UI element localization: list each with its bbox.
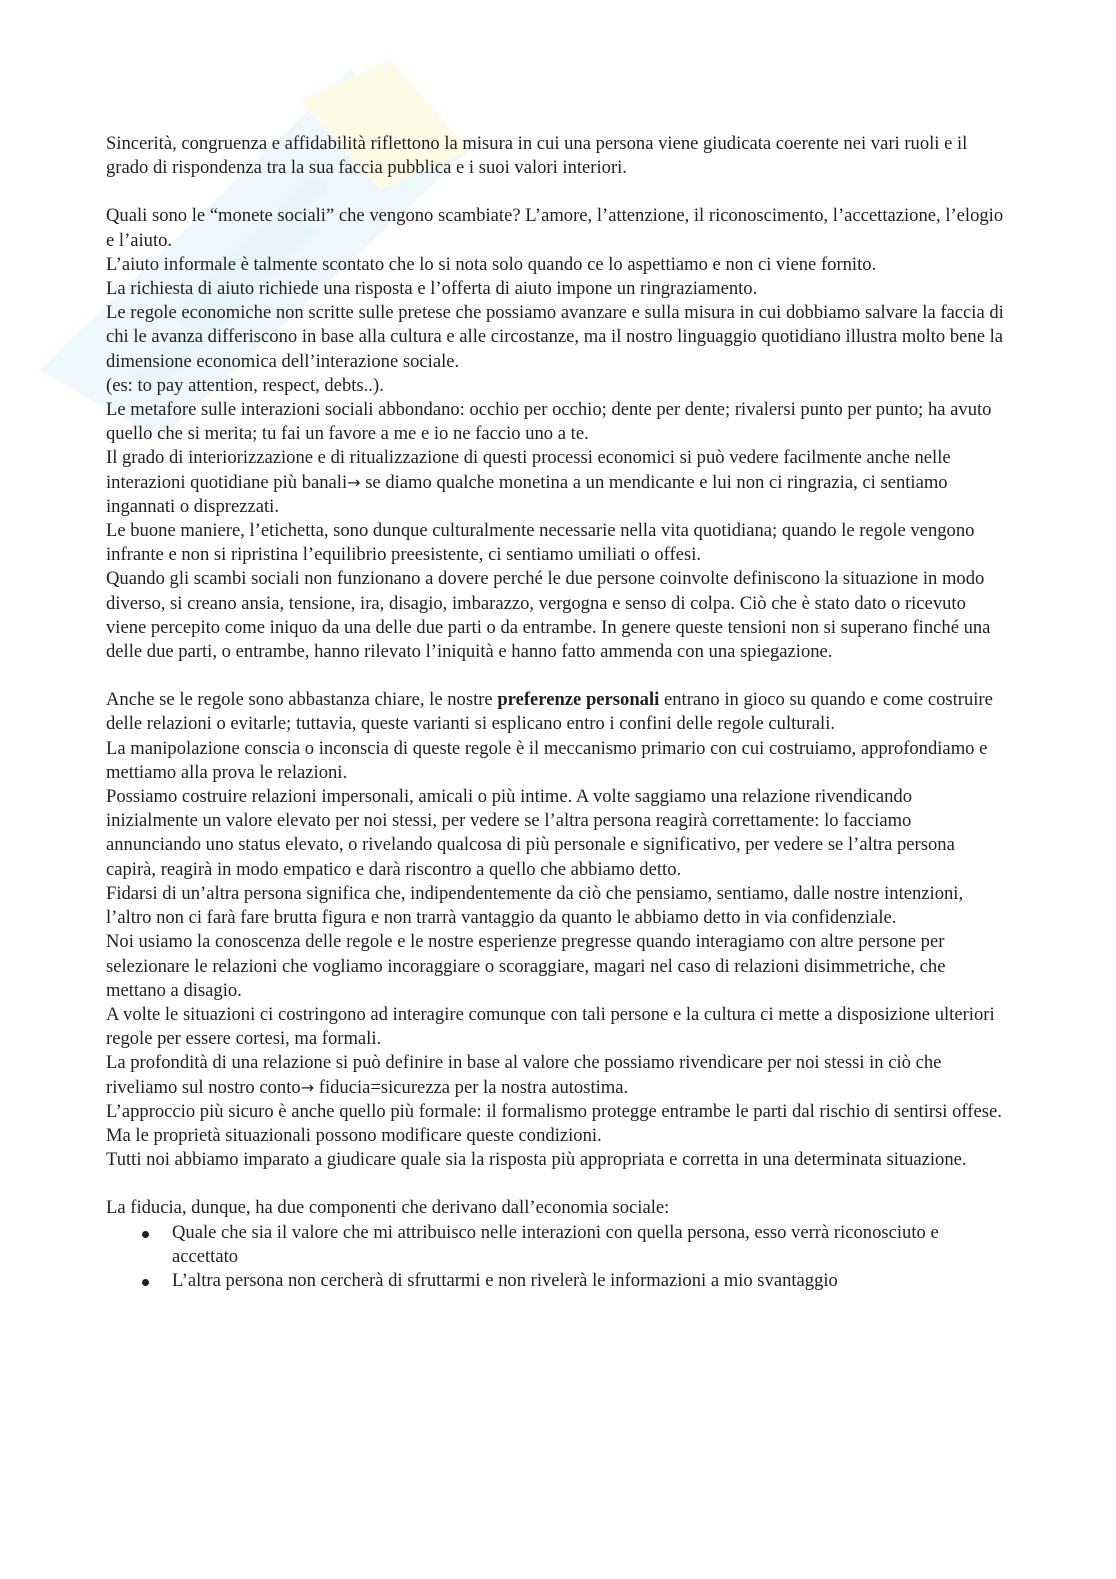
- paragraph-interiorizzazione: [106, 446, 1006, 519]
- text-segment: se diamo qualche monetina a un mendicante e lui non ci ringrazia, ci sentiamo ingannati o disprezzati.: [106, 471, 948, 517]
- paragraph-approccio-formale: L’approccio più sicuro è anche quello più formale: il formalismo protegge entrambe le parti dal rischio di sentirsi offese. Ma le proprietà situazionali possono modificare queste condizioni.: [106, 1100, 1002, 1146]
- text-segment: Il grado di interiorizzazione e di ritualizzazione di questi processi economici si può vedere facilmente anche nelle interazioni quotidiane più banali: [106, 447, 951, 493]
- paragraph-profondita: [106, 1051, 1006, 1099]
- document-body: [106, 132, 1006, 1293]
- text-segment: fiducia=sicurezza per la nostra autostima.: [314, 1076, 629, 1098]
- bold-term: preferenze personali: [497, 689, 660, 711]
- paragraph-gap: [106, 180, 1006, 204]
- list-item-text: Quale che sia il valore che mi attribuisco nelle interazioni con quella persona, esso verrà riconosciuto e accettato: [172, 1221, 939, 1267]
- paragraph-regole-economiche: Le regole economiche non scritte sulle pretese che possiamo avanzare e sulla misura in cui dobbiamo salvare la faccia di chi le avanza differiscono in base alla cultura e alle circostanze, ma il nostro linguaggio quotidiano illustra molto bene la dimensione economica dell’interazione sociale.: [106, 302, 1004, 372]
- paragraph-relazioni: Possiamo costruire relazioni impersonali, amicali o più intime. A volte saggiamo una relazione rivendicando inizialmente un valore elevato per noi stessi, per vedere se l’altra persona reagirà correttamente: lo facciamo annunciando uno status elevato, o rivelando qualcosa di più personale e significativo, per vedere se l’altra persona capirà, reagirà in modo empatico e darà riscontro a quello che abbiamo detto.: [106, 786, 955, 880]
- paragraph-sincerita: Sincerità, congruenza e affidabilità riflettono la misura in cui una persona viene giudicata coerente nei vari ruoli e il grado di rispondenza tra la sua faccia pubblica e i suoi valori interiori.: [106, 133, 968, 179]
- paragraph-scambi-sociali: Quando gli scambi sociali non funzionano a dovere perché le due persone coinvolte definiscono la situazione in modo diverso, si creano ansia, tensione, ira, disagio, imbarazzo, vergogna e senso di colpa. Ciò che è stato dato o ricevuto viene percepito come iniquo da una delle due parti o da entrambe. In genere queste tensioni non si superano finché una delle due parti, o entrambe, hanno rilevato l’iniquità e hanno fatto ammenda con una spiegazione.: [106, 568, 991, 663]
- bullet-icon: [142, 1279, 149, 1286]
- paragraph-aiuto-informale: L’aiuto informale è talmente scontato che lo si nota solo quando ce lo aspettiamo e non ci viene fornito.: [106, 253, 877, 275]
- paragraph-esempi: (es: to pay attention, respect, debts..).: [106, 374, 384, 396]
- paragraph-monete-sociali: Quali sono le “monete sociali” che vengono scambiate? L’amore, l’attenzione, il riconoscimento, l’accettazione, l’elogio e l’aiuto.: [106, 205, 1004, 251]
- paragraph-metafore: Le metafore sulle interazioni sociali abbondano: occhio per occhio; dente per dente; rivalersi punto per punto; ha avuto quello che si merita; tu fai un favore a me e io ne faccio uno a te.: [106, 399, 992, 445]
- arrow-icon: →: [347, 472, 361, 492]
- paragraph-gap: [106, 1172, 1006, 1196]
- paragraph-preferenze-personali: [106, 688, 1006, 736]
- bullet-list: [106, 1221, 1006, 1294]
- paragraph-manipolazione: La manipolazione conscia o inconscia di queste regole è il meccanismo primario con cui costruiamo, approfondiamo e mettiamo alla prova le relazioni.: [106, 737, 988, 783]
- text-segment: entrano in gioco su quando e come costruire delle relazioni o evitarle; tuttavia, queste varianti si esplicano entro i confini delle regole culturali.: [106, 689, 993, 735]
- list-item-text: L’altra persona non cercherà di sfruttarmi e non rivelerà le informazioni a mio svantaggio: [172, 1269, 838, 1291]
- paragraph-fidarsi: Fidarsi di un’altra persona significa che, indipendentemente da ciò che pensiamo, sentiamo, dalle nostre intenzioni, l’altro non ci farà fare brutta figura e non trarrà vantaggio da quanto le abbiamo detto in via confidenziale.: [106, 882, 964, 929]
- text-segment: Anche se le regole sono abbastanza chiare, le nostre: [106, 689, 498, 711]
- text-segment: La profondità di una relazione si può definire in base al valore che possiamo rivendicare per noi stessi in ciò che riveliamo sul nostro conto: [106, 1052, 942, 1098]
- paragraph-gap: [106, 664, 1006, 688]
- paragraph-situazioni: A volte le situazioni ci costringono ad interagire comunque con tali persone e la cultura ci mette a disposizione ulteriori regole per essere cortesi, ma formali.: [106, 1003, 995, 1050]
- list-item: [172, 1269, 1006, 1293]
- paragraph-buone-maniere: Le buone maniere, l’etichetta, sono dunque culturalmente necessarie nella vita quotidiana; quando le regole vengono infrante e non si ripristina l’equilibrio preesistente, ci sentiamo umiliati o offesi.: [106, 520, 975, 566]
- arrow-icon: →: [300, 1077, 315, 1097]
- paragraph-conoscenza-regole: Noi usiamo la conoscenza delle regole e le nostre esperienze pregresse quando interagiamo con altre persone per selezionare le relazioni che vogliamo incoraggiare o scoraggiare, magari nel caso di relazioni disimmetriche, che mettano a disagio.: [106, 931, 946, 1001]
- paragraph-giudicare: Tutti noi abbiamo imparato a giudicare quale sia la risposta più appropriata e corretta in una determinata situazione.: [106, 1149, 967, 1171]
- list-item: [172, 1221, 1006, 1269]
- paragraph-fiducia-intro: La fiducia, dunque, ha due componenti che derivano dall’economia sociale:: [106, 1197, 670, 1219]
- bullet-icon: [142, 1231, 149, 1238]
- paragraph-richiesta-aiuto: La richiesta di aiuto richiede una risposta e l’offerta di aiuto impone un ringraziamento.: [106, 278, 758, 300]
